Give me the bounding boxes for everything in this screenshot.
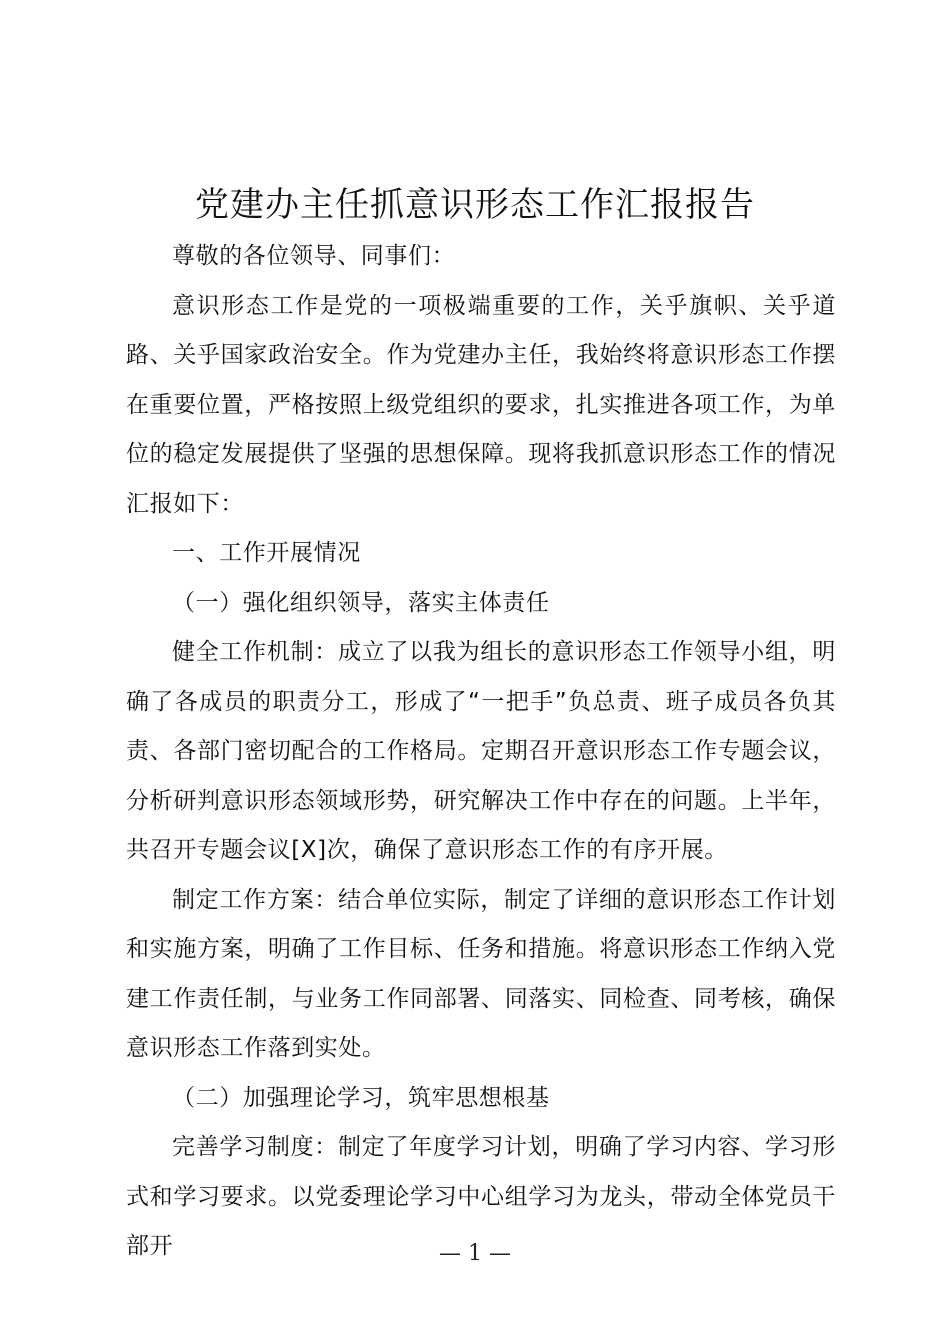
section-heading-1: 一、工作开展情况: [172, 540, 361, 566]
greeting-paragraph: 尊敬的各位领导、同事们：: [172, 243, 456, 269]
subsection-heading-1: （一）强化组织领导，落实主体责任: [172, 589, 550, 616]
page-number: — 1 —: [439, 1241, 511, 1266]
document-body: [126, 232, 836, 1272]
intro-paragraph: 意识形态工作是党的一项极端重要的工作，关乎旗帜、关乎道路、关乎国家政治安全。作为党建办主任，我始终将意识形态工作摆在重要位置，严格按照上级党组织的要求，扎实推进各项工作，为单位的稳定发展提供了坚强的思想保障。现将我抓意识形态工作的情况汇报如下：: [126, 292, 836, 517]
plan-paragraph: 制定工作方案：结合单位实际，制定了详细的意识形态工作计划和实施方案，明确了工作目标、任务和措施。将意识形态工作纳入党建工作责任制，与业务工作同部署、同落实、同检查、同考核，确保意识形态工作落到实处。: [126, 886, 836, 1061]
mechanism-paragraph: 健全工作机制：成立了以我为组长的意识形态工作领导小组，明确了各成员的职责分工，形成了“一把手”负总责、班子成员各负其责、各部门密切配合的工作格局。定期召开意识形态工作专题会议，分析研判意识形态领域形势，研究解决工作中存在的问题。上半年，共召开专题会议[X]次，确保了意识形态工作的有序开展。: [126, 639, 836, 863]
subsection-heading-2: （二）加强理论学习，筑牢思想根基: [172, 1084, 550, 1111]
document-title: 党建办主任抓意识形态工作汇报报告: [195, 185, 755, 225]
study-paragraph: 完善学习制度：制定了年度学习计划，明确了学习内容、学习形式和学习要求。以党委理论学习中心组学习为龙头，带动全体党员干部开: [126, 1134, 836, 1259]
